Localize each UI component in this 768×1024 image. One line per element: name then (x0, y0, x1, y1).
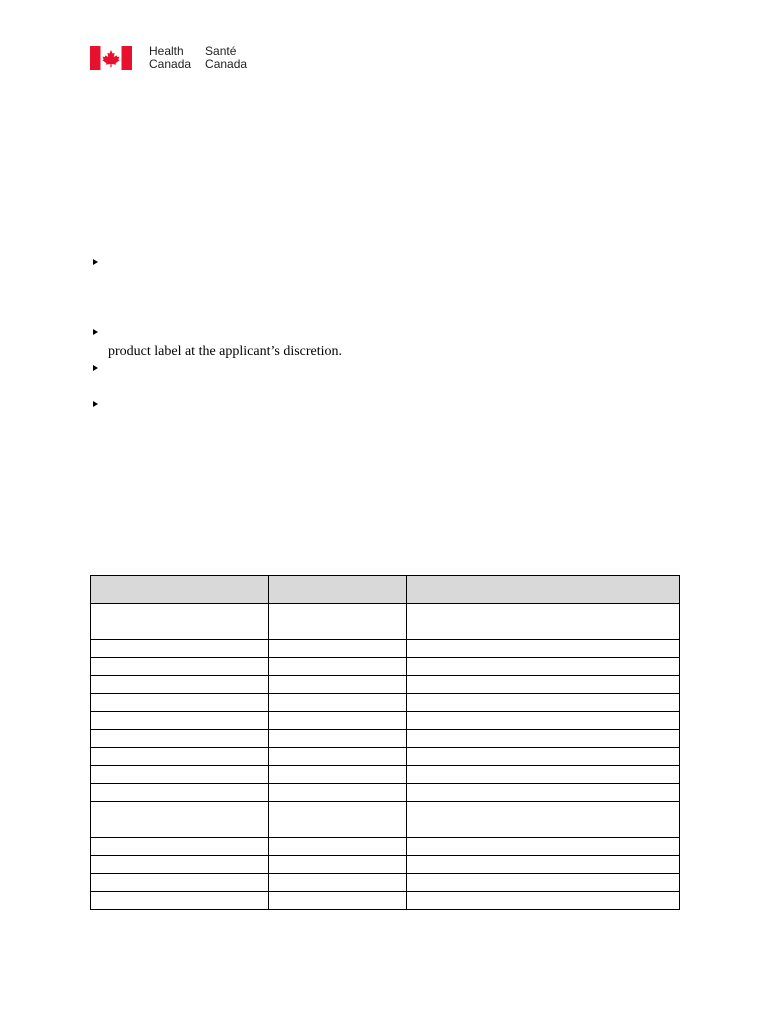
table-cell (269, 694, 407, 712)
table-cell (91, 766, 269, 784)
table-cell (407, 658, 680, 676)
table-header-cell (407, 576, 680, 604)
table-cell (269, 766, 407, 784)
table-cell (407, 730, 680, 748)
table-cell (91, 874, 269, 892)
table-row (91, 730, 680, 748)
table-cell (91, 730, 269, 748)
table-row (91, 766, 680, 784)
table-header-row (91, 576, 680, 604)
table-row (91, 856, 680, 874)
table-cell (269, 748, 407, 766)
table-cell (407, 874, 680, 892)
table-cell (407, 676, 680, 694)
bullet-item-2-line-2: product label at the applicant’s discretion. (108, 344, 343, 359)
table-cell (407, 748, 680, 766)
table-cell (407, 694, 680, 712)
table-cell (407, 604, 680, 640)
table-cell (269, 604, 407, 640)
triangle-bullet-icon (92, 258, 100, 266)
table-cell (269, 640, 407, 658)
table-cell (91, 604, 269, 640)
table-cell (407, 784, 680, 802)
table-cell (269, 784, 407, 802)
table-header-cell (91, 576, 269, 604)
table-cell (91, 640, 269, 658)
department-en-line1: Health (149, 44, 184, 58)
table-row (91, 784, 680, 802)
table-cell (407, 892, 680, 910)
table-cell (269, 712, 407, 730)
table-row (91, 604, 680, 640)
department-fr-line2: Canada (205, 57, 248, 71)
table-cell (91, 694, 269, 712)
table-header-cell (269, 576, 407, 604)
table-row (91, 658, 680, 676)
table-cell (407, 856, 680, 874)
table-cell (91, 784, 269, 802)
table-cell (269, 676, 407, 694)
table-cell (269, 892, 407, 910)
table-row (91, 838, 680, 856)
table-cell (269, 658, 407, 676)
table-cell (407, 640, 680, 658)
table-cell (91, 856, 269, 874)
table-row (91, 640, 680, 658)
table-row (91, 712, 680, 730)
table-row (91, 802, 680, 838)
table-cell (91, 712, 269, 730)
department-en-line2: Canada (149, 57, 192, 71)
table-cell (269, 802, 407, 838)
table-cell (91, 676, 269, 694)
table-cell (269, 730, 407, 748)
table-row (91, 892, 680, 910)
table-row (91, 748, 680, 766)
table-cell (91, 802, 269, 838)
table-cell (407, 766, 680, 784)
data-table (90, 575, 680, 910)
triangle-bullet-icon (92, 364, 100, 372)
triangle-bullet-icon (92, 400, 100, 408)
table-cell (269, 856, 407, 874)
table-cell (269, 874, 407, 892)
canada-flag-icon (90, 46, 132, 70)
table-cell (407, 712, 680, 730)
department-name-en (149, 45, 191, 71)
table-cell (91, 658, 269, 676)
table-cell (407, 802, 680, 838)
department-fr-line1: Santé (205, 44, 237, 58)
table-row (91, 694, 680, 712)
table-cell (91, 748, 269, 766)
table-cell (91, 838, 269, 856)
department-name (149, 45, 247, 71)
table-row (91, 874, 680, 892)
department-name-fr (205, 45, 247, 71)
page-header (90, 45, 247, 71)
triangle-bullet-icon (92, 328, 100, 336)
table-cell (91, 892, 269, 910)
table-row (91, 676, 680, 694)
table-cell (407, 838, 680, 856)
table-cell (269, 838, 407, 856)
